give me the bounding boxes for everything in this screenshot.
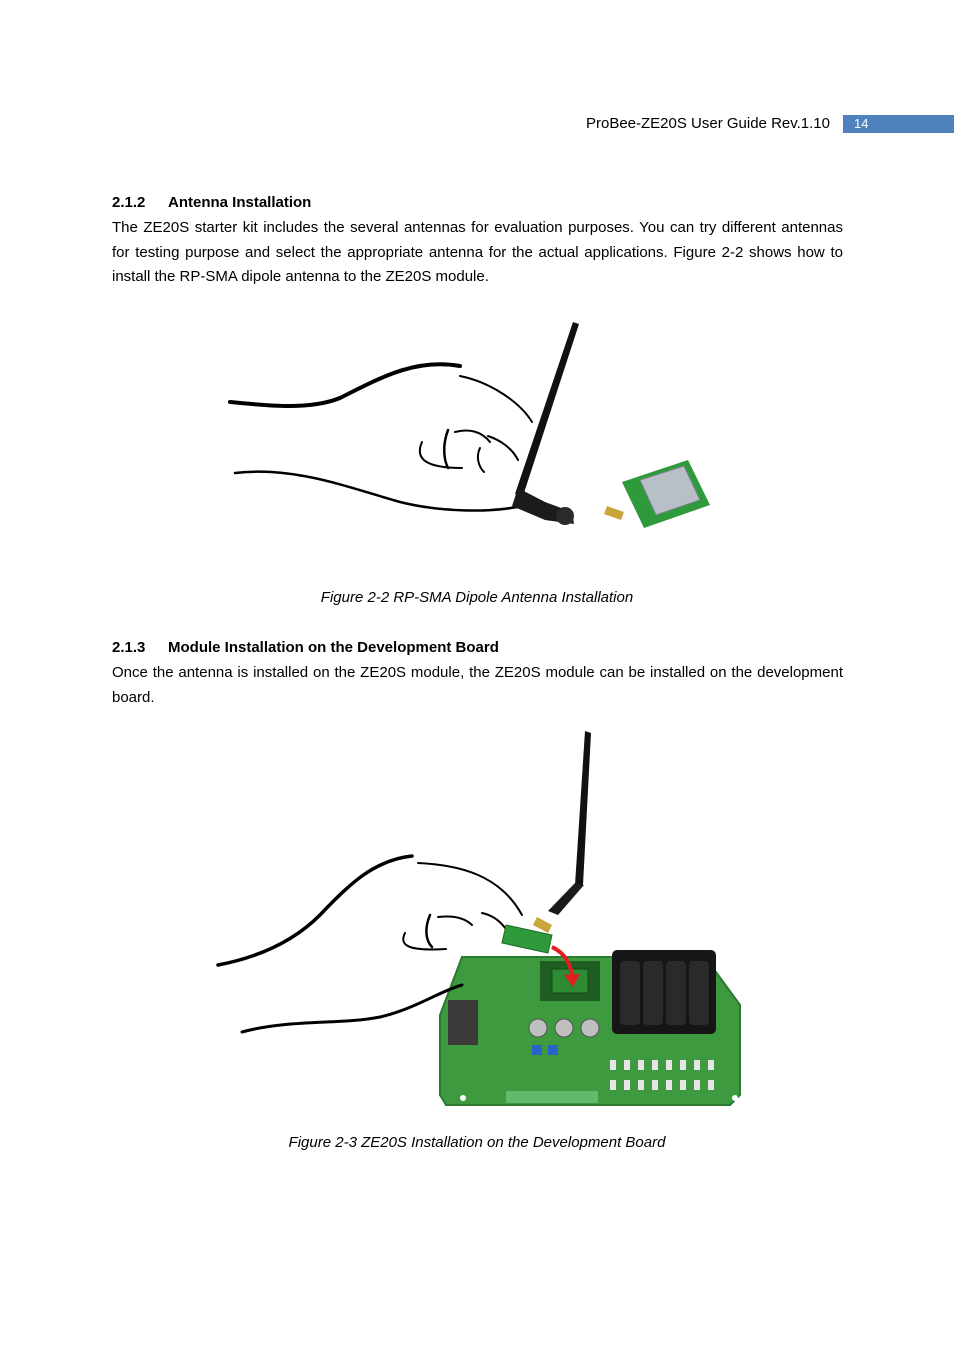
section-heading-module-installation xyxy=(112,639,499,657)
development-board xyxy=(440,950,740,1105)
section-title: Antenna Installation xyxy=(168,194,312,211)
figure-caption-2-3: Figure 2-3 ZE20S Installation on the Development Board xyxy=(288,1134,666,1151)
ze20s-module xyxy=(502,917,552,953)
hand-illustration xyxy=(230,364,532,510)
terminal-block xyxy=(506,1091,598,1103)
page-number-badge: 14 xyxy=(843,115,954,133)
section-title: Module Installation on the Development Board xyxy=(168,639,499,656)
section-body-antenna-installation: The ZE20S starter kit includes the several antennas for evaluation purposes. You can try different antennas for testing purpose and select the appropriate antenna for the actual applications. Figure 2-2 shows how to install the RP-SMA dipole antenna to the ZE20S module. xyxy=(112,219,843,285)
dipole-antenna xyxy=(548,731,591,915)
dipole-antenna xyxy=(512,322,579,525)
section-number: 2.1.3 xyxy=(112,639,146,656)
section-heading-antenna-installation xyxy=(112,194,311,212)
figure-caption-2-2: Figure 2-2 RP-SMA Dipole Antenna Installation xyxy=(320,589,634,606)
serial-connector xyxy=(448,1000,478,1045)
figure-antenna-installation xyxy=(200,310,760,560)
section-number: 2.1.2 xyxy=(112,194,146,211)
ze20s-module xyxy=(604,460,710,528)
figure-development-board-installation xyxy=(200,725,760,1125)
document-header-title: ProBee-ZE20S User Guide Rev.1.10 xyxy=(585,115,830,132)
section-body-module-installation: Once the antenna is installed on the ZE20S module, the ZE20S module can be installed on the development board. xyxy=(112,664,843,706)
